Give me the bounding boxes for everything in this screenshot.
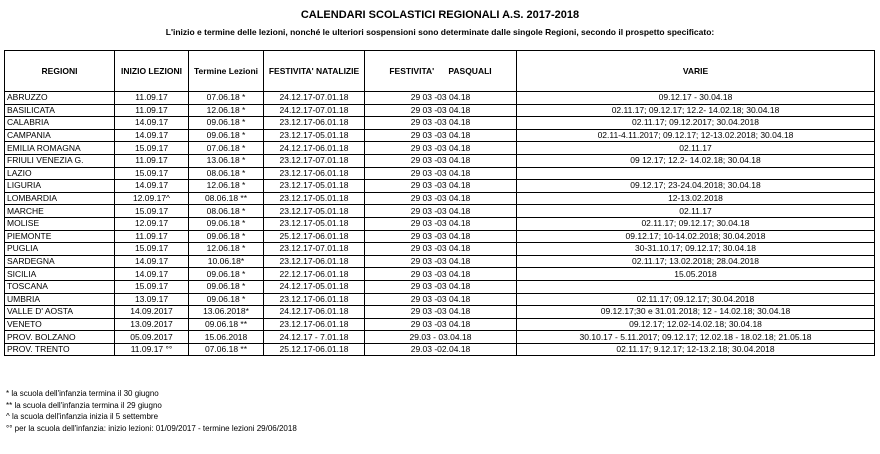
- cell-region: PUGLIA: [5, 243, 115, 256]
- cell-natalizie: 24.12.17-07.01.18: [264, 104, 365, 117]
- cell-pasquali: 29 03 -03 04.18: [365, 293, 517, 306]
- cell-natalizie: 23.12.17-06.01.18: [264, 255, 365, 268]
- header-regioni: REGIONI: [5, 51, 115, 92]
- cell-region: ABRUZZO: [5, 92, 115, 105]
- cell-natalizie: 23.12.17-06.01.18: [264, 293, 365, 306]
- cell-natalizie: 23.12.17-07.01.18: [264, 243, 365, 256]
- cell-termine: 08.06.18 *: [189, 167, 264, 180]
- table-row: [5, 154, 875, 167]
- table-row: [5, 293, 875, 306]
- cell-termine: 09.06.18 *: [189, 293, 264, 306]
- cell-termine: 07.06.18 **: [189, 343, 264, 356]
- cell-region: PIEMONTE: [5, 230, 115, 243]
- cell-pasquali: 29 03 -03 04.18: [365, 280, 517, 293]
- cell-natalizie: 24.12.17 - 7.01.18: [264, 331, 365, 344]
- cell-natalizie: 25.12.17-06.01.18: [264, 343, 365, 356]
- cell-pasquali: 29 03 -03 04.18: [365, 217, 517, 230]
- cell-natalizie: 23.12.17-06.01.18: [264, 167, 365, 180]
- table-row: [5, 306, 875, 319]
- cell-region: BASILICATA: [5, 104, 115, 117]
- table-header-row: [5, 51, 875, 92]
- cell-inizio: 13.09.17: [115, 293, 189, 306]
- cell-pasquali: 29 03 -03 04.18: [365, 142, 517, 155]
- cell-region: CAMPANIA: [5, 129, 115, 142]
- cell-pasquali: 29 03 -03 04.18: [365, 318, 517, 331]
- cell-termine: 13.06.2018*: [189, 306, 264, 319]
- cell-natalizie: 24.12.17-06.01.18: [264, 306, 365, 319]
- cell-varie: 12-13.02.2018: [517, 192, 875, 205]
- cell-termine: 12.06.18 *: [189, 180, 264, 193]
- cell-region: SARDEGNA: [5, 255, 115, 268]
- cell-pasquali: 29 03 -03 04.18: [365, 230, 517, 243]
- cell-region: EMILIA ROMAGNA: [5, 142, 115, 155]
- table-row: [5, 180, 875, 193]
- table-row: [5, 243, 875, 256]
- cell-varie: 09 12.17; 12.2- 14.02.18; 30.04.18: [517, 154, 875, 167]
- cell-inizio: 12.09.17^: [115, 192, 189, 205]
- cell-varie: 09.12.17; 12.02-14.02.18; 30.04.18: [517, 318, 875, 331]
- cell-termine: 09.06.18 *: [189, 230, 264, 243]
- cell-natalizie: 24.12.17-06.01.18: [264, 142, 365, 155]
- cell-natalizie: 23.12.17-05.01.18: [264, 205, 365, 218]
- table-row: [5, 318, 875, 331]
- cell-varie: [517, 280, 875, 293]
- cell-region: LOMBARDIA: [5, 192, 115, 205]
- cell-varie: 30.10.17 - 5.11.2017; 09.12.17; 12.02.18 - 18.02.18; 21.05.18: [517, 331, 875, 344]
- cell-inizio: 15.09.17: [115, 280, 189, 293]
- table-row: [5, 129, 875, 142]
- cell-varie: 02.11.17; 9.12.17; 12-13.2.18; 30.04.2018: [517, 343, 875, 356]
- cell-varie: 02.11.17; 09.12.2017; 30.04.2018: [517, 117, 875, 130]
- cell-region: SICILIA: [5, 268, 115, 281]
- header-natalizie: FESTIVITA' NATALIZIE: [264, 51, 365, 92]
- cell-pasquali: 29 03 -03 04.18: [365, 167, 517, 180]
- cell-region: UMBRIA: [5, 293, 115, 306]
- cell-inizio: 15.09.17: [115, 167, 189, 180]
- cell-termine: 07.06.18 *: [189, 92, 264, 105]
- cell-region: MOLISE: [5, 217, 115, 230]
- cell-inizio: 14.09.17: [115, 180, 189, 193]
- cell-natalizie: 23.12.17-06.01.18: [264, 318, 365, 331]
- cell-varie: 02.11.17; 09.12.17; 30.04.2018: [517, 293, 875, 306]
- cell-termine: 09.06.18 *: [189, 129, 264, 142]
- footnote-line: ** la scuola dell'infanzia termina il 29 giugno: [6, 400, 162, 410]
- table-row: [5, 268, 875, 281]
- header-pasquali: FESTIVITA' PASQUALI: [365, 51, 517, 92]
- cell-pasquali: 29.03 -02.04.18: [365, 343, 517, 356]
- table-row: [5, 192, 875, 205]
- cell-pasquali: 29 03 -03 04.18: [365, 129, 517, 142]
- cell-region: CALABRIA: [5, 117, 115, 130]
- cell-termine: 09.06.18 *: [189, 280, 264, 293]
- cell-pasquali: 29 03 -03 04.18: [365, 92, 517, 105]
- table-row: [5, 217, 875, 230]
- cell-natalizie: 22.12.17-06.01.18: [264, 268, 365, 281]
- footnote-line: * la scuola dell'infanzia termina il 30 giugno: [6, 389, 159, 398]
- cell-termine: 07.06.18 *: [189, 142, 264, 155]
- cell-inizio: 11.09.17: [115, 230, 189, 243]
- cell-inizio: 15.09.17: [115, 205, 189, 218]
- cell-inizio: 11.09.17: [115, 92, 189, 105]
- cell-varie: 02.11.17; 09.12.17; 30.04.18: [517, 217, 875, 230]
- cell-varie: 09.12.17 - 30.04.18: [517, 92, 875, 105]
- cell-natalizie: 23.12.17-06.01.18: [264, 117, 365, 130]
- cell-termine: 15.06.2018: [189, 331, 264, 344]
- cell-pasquali: 29 03 -03 04.18: [365, 306, 517, 319]
- table-row: [5, 230, 875, 243]
- table-row: [5, 167, 875, 180]
- cell-termine: 09.06.18 **: [189, 318, 264, 331]
- cell-inizio: 13.09.2017: [115, 318, 189, 331]
- cell-natalizie: 25.12.17-06.01.18: [264, 230, 365, 243]
- cell-region: TOSCANA: [5, 280, 115, 293]
- header-inizio: INIZIO LEZIONI: [115, 51, 189, 92]
- cell-termine: 09.06.18 *: [189, 268, 264, 281]
- cell-region: PROV. BOLZANO: [5, 331, 115, 344]
- table-row: [5, 117, 875, 130]
- cell-pasquali: 29 03 -03 04.18: [365, 243, 517, 256]
- cell-pasquali: 29 03 -03 04.18: [365, 180, 517, 193]
- cell-inizio: 11.09.17: [115, 104, 189, 117]
- cell-inizio: 11.09.17 °°: [115, 343, 189, 356]
- cell-inizio: 14.09.17: [115, 117, 189, 130]
- cell-termine: 09.06.18 *: [189, 117, 264, 130]
- cell-natalizie: 23.12.17-05.01.18: [264, 217, 365, 230]
- cell-termine: 08.06.18 *: [189, 205, 264, 218]
- cell-pasquali: 29.03 - 03.04.18: [365, 331, 517, 344]
- cell-varie: 02.11.17: [517, 142, 875, 155]
- footnotes: [6, 388, 297, 434]
- cell-pasquali: 29 03 -03 04.18: [365, 268, 517, 281]
- cell-varie: 09.12.17;30 e 31.01.2018; 12 - 14.02.18; 30.04.18: [517, 306, 875, 319]
- cell-varie: 15.05.2018: [517, 268, 875, 281]
- header-varie: VARIE: [517, 51, 875, 92]
- cell-termine: 12.06.18 *: [189, 104, 264, 117]
- table-row: [5, 343, 875, 356]
- cell-pasquali: 29 03 -03 04.18: [365, 192, 517, 205]
- cell-region: LAZIO: [5, 167, 115, 180]
- cell-termine: 12.06.18 *: [189, 243, 264, 256]
- cell-inizio: 14.09.17: [115, 129, 189, 142]
- cell-inizio: 14.09.17: [115, 268, 189, 281]
- cell-varie: 09.12.17; 23-24.04.2018; 30.04.18: [517, 180, 875, 193]
- cell-natalizie: 24.12.17-05.01.18: [264, 280, 365, 293]
- cell-termine: 08.06.18 **: [189, 192, 264, 205]
- cell-natalizie: 23.12.17-05.01.18: [264, 192, 365, 205]
- calendar-table: [4, 50, 875, 356]
- cell-inizio: 05.09.2017: [115, 331, 189, 344]
- table-row: [5, 205, 875, 218]
- cell-termine: 10.06.18*: [189, 255, 264, 268]
- cell-pasquali: 29 03 -03 04.18: [365, 154, 517, 167]
- cell-varie: 02.11.17; 09.12.17; 12.2- 14.02.18; 30.04.18: [517, 104, 875, 117]
- cell-inizio: 11.09.17: [115, 154, 189, 167]
- cell-varie: 02.11.17: [517, 205, 875, 218]
- cell-inizio: 14.09.17: [115, 255, 189, 268]
- cell-pasquali: 29 03 -03 04.18: [365, 104, 517, 117]
- table-row: [5, 92, 875, 105]
- table-row: [5, 142, 875, 155]
- cell-varie: 09.12.17; 10-14.02.2018; 30.04.2018: [517, 230, 875, 243]
- cell-varie: 02.11.17; 13.02.2018; 28.04.2018: [517, 255, 875, 268]
- page-subtitle: L'inizio e termine delle lezioni, nonché le ulteriori sospensioni sono determinate dalle singole Regioni, secondo il prospetto specificato:: [165, 27, 715, 37]
- cell-varie: [517, 167, 875, 180]
- cell-termine: 09.06.18 *: [189, 217, 264, 230]
- cell-inizio: 14.09.2017: [115, 306, 189, 319]
- cell-natalizie: 24.12.17-07.01.18: [264, 92, 365, 105]
- cell-region: MARCHE: [5, 205, 115, 218]
- footnote-line: ^ la scuola dell'infanzia inizia il 5 settembre: [6, 412, 159, 421]
- cell-region: LIGURIA: [5, 180, 115, 193]
- cell-pasquali: 29 03 -03 04.18: [365, 117, 517, 130]
- cell-inizio: 15.09.17: [115, 243, 189, 256]
- table-row: [5, 104, 875, 117]
- cell-natalizie: 23.12.17-05.01.18: [264, 180, 365, 193]
- cell-varie: 02.11-4.11.2017; 09.12.17; 12-13.02.2018; 30.04.18: [517, 129, 875, 142]
- cell-pasquali: 29 03 -03 04.18: [365, 255, 517, 268]
- header-termine: Termine Lezioni: [189, 51, 264, 92]
- table-row: [5, 255, 875, 268]
- cell-region: FRIULI VENEZIA G.: [5, 154, 115, 167]
- cell-natalizie: 23.12.17-05.01.18: [264, 129, 365, 142]
- table-row: [5, 280, 875, 293]
- page-title: CALENDARI SCOLASTICI REGIONALI A.S. 2017-2018: [300, 9, 580, 21]
- table-row: [5, 331, 875, 344]
- footnote-line: °° per la scuola dell'infanzia: inizio lezioni: 01/09/2017 - termine lezioni 29/06/2018: [6, 423, 297, 433]
- cell-inizio: 12.09.17: [115, 217, 189, 230]
- cell-region: VENETO: [5, 318, 115, 331]
- cell-region: VALLE D' AOSTA: [5, 306, 115, 319]
- cell-natalizie: 23.12.17-07.01.18: [264, 154, 365, 167]
- cell-varie: 30-31.10.17; 09.12.17; 30.04.18: [517, 243, 875, 256]
- cell-region: PROV. TRENTO: [5, 343, 115, 356]
- cell-inizio: 15.09.17: [115, 142, 189, 155]
- cell-termine: 13.06.18 *: [189, 154, 264, 167]
- cell-pasquali: 29 03 -03 04.18: [365, 205, 517, 218]
